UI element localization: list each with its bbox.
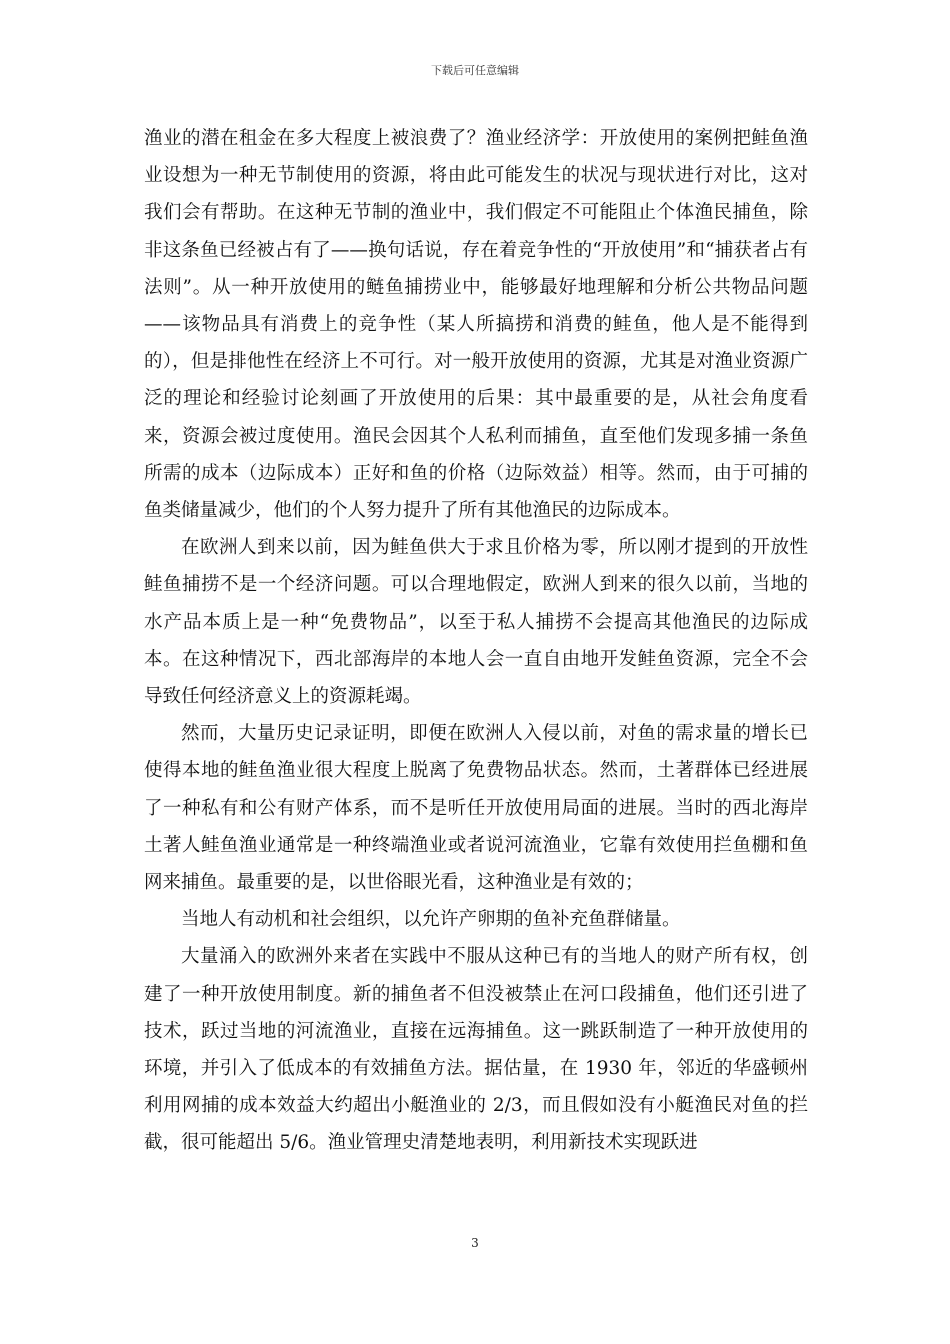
document-body xyxy=(144,120,808,1162)
paragraph-1: 渔业的潜在租金在多大程度上被浪费了？渔业经济学：开放使用的案例把鲑鱼渔业设想为一种无节制使用的资源，将由此可能发生的状况与现状进行对比，这对我们会有帮助。在这种无节制的渔业中，我们假定不可能阻止个体渔民捕鱼，除非这条鱼已经被占有了——换句话说，存在着竞争性的“开放使用”和“捕获者占有法则”。从一种开放使用的鲢鱼捕捞业中，能够最好地理解和分析公共物品问题——该物品具有消费上的竞争性（某人所搞捞和消费的鲑鱼，他人是不能得到的），但是排他性在经济上不可行。对一般开放使用的资源，尤其是对渔业资源广泛的理论和经验讨论刻画了开放使用的后果：其中最重要的是，从社会角度看来，资源会被过度使用。渔民会因其个人私利而捕鱼，直至他们发现多捕一条鱼所需的成本（边际成本）正好和鱼的价格（边际效益）相等。然而，由于可捕的鱼类储量减少，他们的个人努力提升了所有其他渔民的边际成本。 xyxy=(144,128,808,522)
page-header: 下载后可任意编辑 xyxy=(431,64,519,77)
paragraph-5: 大量涌入的欧洲外来者在实践中不服从这种已有的当地人的财产所有权，创建了一种开放使用制度。新的捕鱼者不但没被禁止在河口段捕鱼，他们还引进了技术，跃过当地的河流渔业，直接在远海捕鱼。这一跳跃制造了一种开放使用的环境，并引入了低成本的有效捕鱼方法。据估量，在 1930 年，邻近的华盛顿州利用网捕的成本效益大约超出小艇渔业的 2/3，而且假如没有小艇渔民对鱼的拦截，很可能超出 5/6。渔业管理史清楚地表明，利用新技术实现跃进 xyxy=(144,946,808,1154)
page-number: 3 xyxy=(471,1236,479,1250)
paragraph-3: 然而，大量历史记录证明，即便在欧洲人入侵以前，对鱼的需求量的增长已使得本地的鲑鱼渔业很大程度上脱离了免费物品状态。然而，土著群体已经进展了一种私有和公有财产体系，而不是听任开放使用局面的进展。当时的西北海岸土著人鲑鱼渔业通常是一种终端渔业或者说河流渔业，它靠有效使用拦鱼棚和鱼网来捕鱼。最重要的是，以世俗眼光看，这种渔业是有效的； xyxy=(144,723,808,894)
paragraph-4: 当地人有动机和社会组织，以允许产卵期的鱼补充鱼群储量。 xyxy=(181,909,681,931)
paragraph-2: 在欧洲人到来以前，因为鲑鱼供大于求且价格为零，所以刚才提到的开放性鲑鱼捕捞不是一个经济问题。可以合理地假定，欧洲人到来的很久以前，当地的水产品本质上是一种“免费物品”，以至于私人捕捞不会提高其他渔民的边际成本。在这种情况下，西北部海岸的本地人会一直自由地开发鲑鱼资源，完全不会导致任何经济意义上的资源耗竭。 xyxy=(144,537,808,708)
